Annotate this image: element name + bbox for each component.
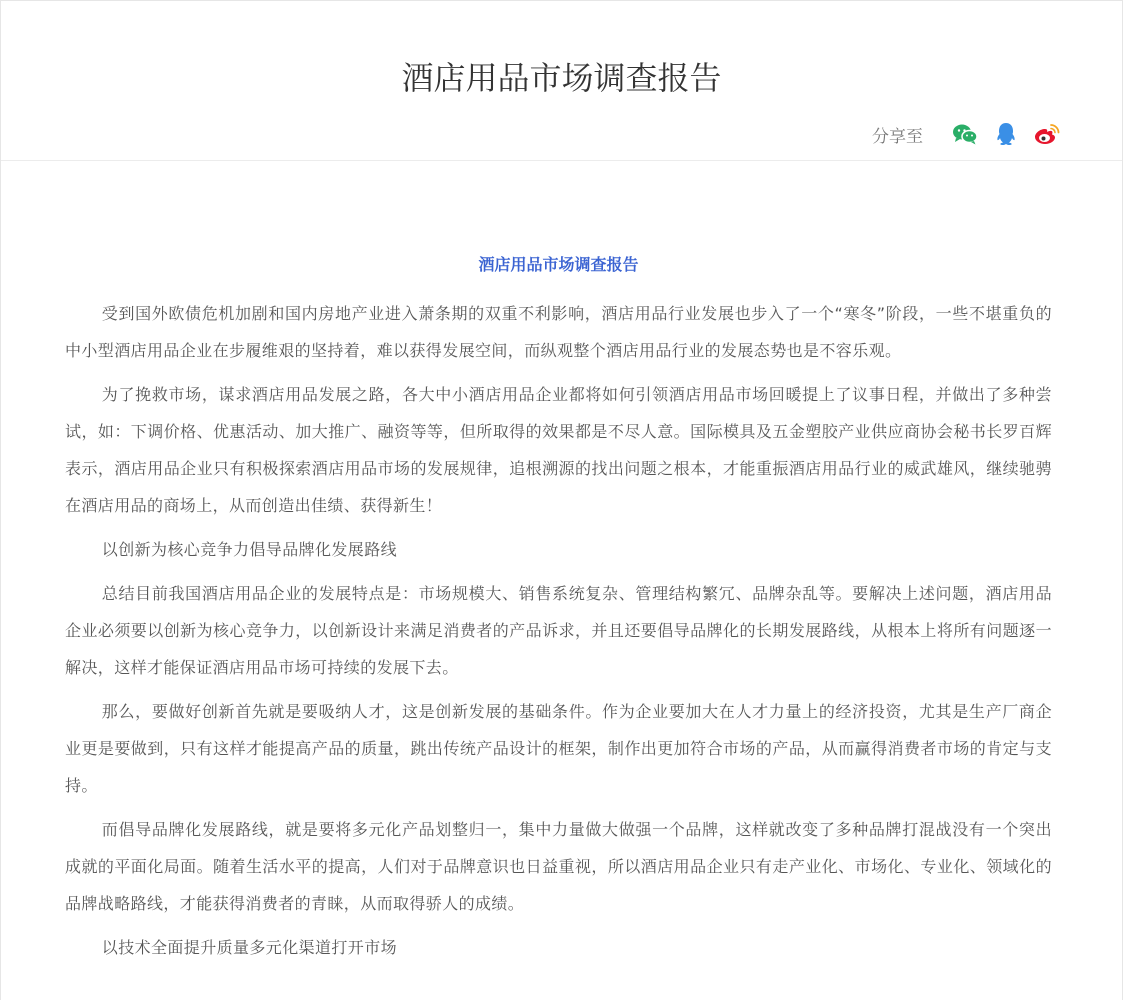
share-bar	[872, 121, 1060, 147]
article-subheading: 以创新为核心竞争力倡导品牌化发展路线	[101, 540, 397, 559]
share-label: 分享至	[872, 126, 923, 147]
qq-icon[interactable]	[993, 121, 1019, 147]
article-paragraph: 总结目前我国酒店用品企业的发展特点是：市场规模大、销售系统复杂、管理结构繁冗、品牌杂乱等。要解决上述问题，酒店用品企业必须要以创新为核心竞争力，以创新设计来满足消费者的产品诉求，并且还要倡导品牌化的长期发展路线，从根本上将所有问题逐一解决，这样才能保证酒店用品市场可持续的发展下去。	[65, 584, 1052, 677]
article-paragraph: 而倡导品牌化发展路线，就是要将多元化产品划整归一，集中力量做大做强一个品牌，这样就改变了多种品牌打混战没有一个突出成就的平面化局面。随着生活水平的提高，人们对于品牌意识也日益重视，所以酒店用品企业只有走产业化、市场化、专业化、领域化的品牌战略路线，才能获得消费者的青睐，从而取得骄人的成绩。	[65, 820, 1052, 913]
page-title: 酒店用品市场调查报告	[401, 59, 722, 97]
article-subheading: 以技术全面提升质量多元化渠道打开市场	[101, 938, 397, 957]
article-paragraph: 那么，要做好创新首先就是要吸纳人才，这是创新发展的基础条件。作为企业要加大在人才力量上的经济投资，尤其是生产厂商企业更是要做到，只有这样才能提高产品的质量，跳出传统产品设计的框架，制作出更加符合市场的产品，从而赢得消费者市场的肯定与支持。	[65, 702, 1052, 795]
weibo-icon[interactable]	[1034, 121, 1060, 147]
article-heading: 酒店用品市场调查报告	[478, 255, 639, 274]
page-header	[1, 1, 1122, 161]
article-paragraph: 为了挽救市场，谋求酒店用品发展之路，各大中小酒店用品企业都将如何引领酒店用品市场回暖提上了议事日程，并做出了多种尝试，如：下调价格、优惠活动、加大推广、融资等等，但所取得的效果都是不尽人意。国际模具及五金塑胶产业供应商协会秘书长罗百辉表示，酒店用品企业只有积极探索酒店用品市场的发展规律，追根溯源的找出问题之根本，才能重振酒店用品行业的威武雄风，继续驰骋在酒店用品的商场上，从而创造出佳绩、获得新生！	[65, 385, 1052, 515]
wechat-icon[interactable]	[952, 121, 978, 147]
article-body	[1, 161, 1122, 966]
article-paragraph: 受到国外欧债危机加剧和国内房地产业进入萧条期的双重不利影响，酒店用品行业发展也步入了一个“寒冬”阶段，一些不堪重负的中小型酒店用品企业在步履维艰的坚持着，难以获得发展空间，而纵观整个酒店用品行业的发展态势也是不容乐观。	[65, 304, 1052, 360]
